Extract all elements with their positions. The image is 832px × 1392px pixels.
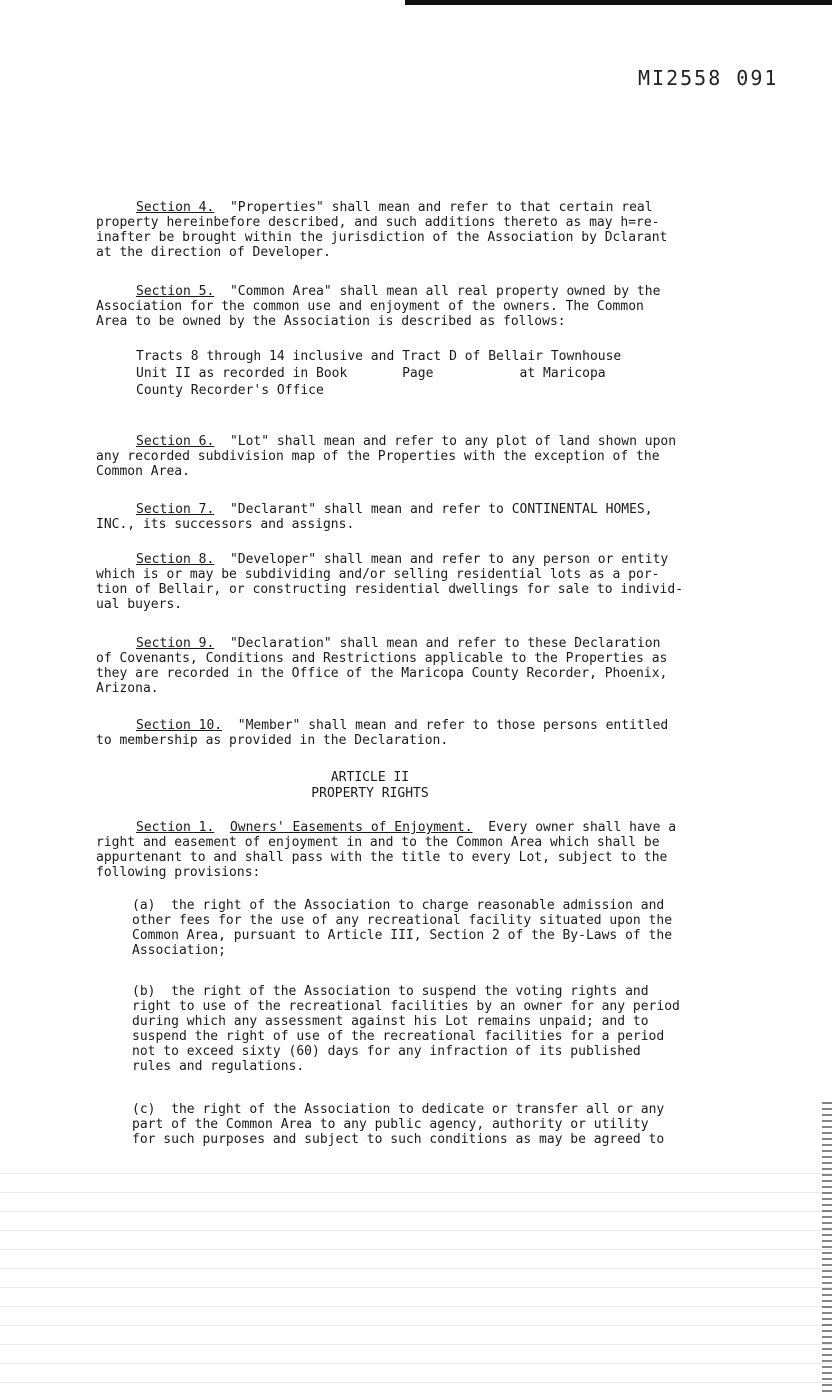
- section-text: which is or may be subdividing and/or selling residential lots as a por-: [96, 567, 660, 582]
- tracts-text: Unit II as recorded in Book Page at Maricopa: [136, 366, 606, 381]
- section-heading: Section 4.: [136, 200, 215, 215]
- provision-label: (a): [132, 898, 156, 913]
- article-2-section-1: [96, 820, 716, 880]
- section-4: [96, 200, 716, 260]
- provision-text: the right of the Association to dedicate or transfer all or any: [171, 1102, 665, 1117]
- section-text: any recorded subdivision map of the Properties with the exception of the: [96, 449, 660, 464]
- section-text: Arizona.: [96, 681, 159, 696]
- section-5: [96, 284, 716, 329]
- section-heading: Section 10.: [136, 718, 223, 733]
- provision-text: the right of the Association to suspend the voting rights and: [171, 984, 649, 999]
- section-text: Every owner shall have a: [488, 820, 677, 835]
- section-heading: Section 1.: [136, 820, 215, 835]
- section-heading: Section 8.: [136, 552, 215, 567]
- section-text: "Declaration" shall mean and refer to these Declaration: [229, 636, 661, 651]
- section-text: inafter be brought within the jurisdiction of the Association by Dclarant: [96, 230, 668, 245]
- provision-text: Common Area, pursuant to Article III, Section 2 of the By-Laws of the: [132, 928, 673, 943]
- section-8: [96, 552, 716, 612]
- scan-noise: [0, 1160, 832, 1392]
- section-text: "Lot" shall mean and refer to any plot of land shown upon: [229, 434, 677, 449]
- provision-text: part of the Common Area to any public agency, authority or utility: [132, 1117, 649, 1132]
- section-text: Association for the common use and enjoyment of the owners. The Common: [96, 299, 644, 314]
- section-text: they are recorded in the Office of the Maricopa County Recorder, Phoenix,: [96, 666, 668, 681]
- section-text: at the direction of Developer.: [96, 245, 331, 260]
- section-text: "Common Area" shall mean all real property owned by the: [229, 284, 661, 299]
- provision-c: [132, 1102, 717, 1147]
- article-title: PROPERTY RIGHTS: [311, 786, 429, 801]
- provision-text: not to exceed sixty (60) days for any infraction of its published: [132, 1044, 641, 1059]
- section-text: INC., its successors and assigns.: [96, 517, 355, 532]
- scan-edge-marks: [822, 1100, 832, 1392]
- scan-edge-bar: [405, 0, 832, 5]
- section-10: [96, 718, 716, 748]
- section-text: following provisions:: [96, 865, 261, 880]
- provision-b: [132, 984, 717, 1074]
- section-text: right and easement of enjoyment in and to the Common Area which shall be: [96, 835, 660, 850]
- provision-text: for such purposes and subject to such conditions as may be agreed to: [132, 1132, 665, 1147]
- section-9: [96, 636, 716, 696]
- document-number: MI2558 091: [638, 66, 779, 90]
- section-text: "Developer" shall mean and refer to any person or entity: [229, 552, 669, 567]
- provision-text: during which any assessment against his Lot remains unpaid; and to: [132, 1014, 649, 1029]
- section-text: "Member" shall mean and refer to those persons entitled: [237, 718, 669, 733]
- article-number: ARTICLE II: [330, 770, 410, 785]
- tracts-text: Tracts 8 through 14 inclusive and Tract D of Bellair Townhouse: [136, 349, 622, 364]
- provision-text: other fees for the use of any recreational facility situated upon the: [132, 913, 673, 928]
- section-text: Common Area.: [96, 464, 190, 479]
- section-text: tion of Bellair, or constructing residential dwellings for sale to individ-: [96, 582, 683, 597]
- provision-text: rules and regulations.: [132, 1059, 305, 1074]
- provision-label: (b): [132, 984, 156, 999]
- section-text: ual buyers.: [96, 597, 183, 612]
- provision-label: (c): [132, 1102, 156, 1117]
- section-6: [96, 434, 716, 479]
- section-heading: Section 9.: [136, 636, 215, 651]
- section-7: [96, 502, 716, 532]
- provision-text: Association;: [132, 943, 226, 958]
- section-text: appurtenant to and shall pass with the title to every Lot, subject to the: [96, 850, 668, 865]
- section-heading: Section 6.: [136, 434, 215, 449]
- section-text: property hereinbefore described, and such additions thereto as may h=re-: [96, 215, 660, 230]
- provision-text: the right of the Association to charge reasonable admission and: [171, 898, 665, 913]
- provision-text: suspend the right of use of the recreational facilities for a period: [132, 1029, 665, 1044]
- section-text: "Declarant" shall mean and refer to CONTINENTAL HOMES,: [229, 502, 653, 517]
- article-heading: [250, 770, 490, 802]
- tracts-description: [136, 348, 676, 399]
- section-text: Area to be owned by the Association is described as follows:: [96, 314, 566, 329]
- tracts-text: County Recorder's Office: [136, 383, 324, 398]
- section-heading: Section 7.: [136, 502, 215, 517]
- section-text: to membership as provided in the Declaration.: [96, 733, 449, 748]
- provision-text: right to use of the recreational facilities by an owner for any period: [132, 999, 680, 1014]
- provision-a: [132, 898, 717, 958]
- section-text: of Covenants, Conditions and Restrictions applicable to the Properties as: [96, 651, 668, 666]
- section-heading: Section 5.: [136, 284, 215, 299]
- section-subheading: Owners' Easements of Enjoyment.: [229, 820, 473, 835]
- section-text: "Properties" shall mean and refer to that certain real: [229, 200, 653, 215]
